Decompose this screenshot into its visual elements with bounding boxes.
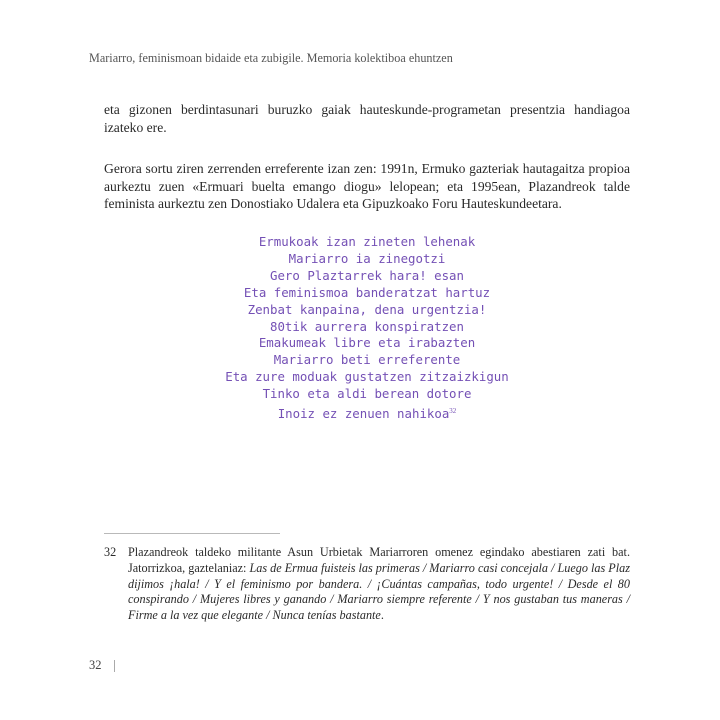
page-number: 32 <box>89 658 102 672</box>
footnote-original-lyrics: Las de Ermua fuisteis las primeras / Mariarro casi concejala / Luego las Plaz dijimos ¡hala! / Y el feminismo por bandera. / ¡Cuántas campañas, todo urgente! / Desde el 80 conspirando / Mujeres libres y ganando / Mariarro siempre referente / Y nos gustaban tus maneras / Firme a la vez que elegante / Nunca tenías bastante <box>128 560 630 623</box>
poem-line: Mariarro ia zinegotzi <box>288 250 446 266</box>
poem-line: Ermukoak izan zineten lehenak <box>258 234 476 249</box>
footnote-end: . <box>380 608 384 623</box>
poem-line: Eta feminismoa banderatzat hartuz <box>243 284 491 300</box>
footnote-divider <box>104 533 280 534</box>
footnote-intro: Plazandreok taldeko militante Asun Urbietak Mariarroren omenez egindako abestiaren zati bat. Jatorrizkoa, gaztelaniaz: <box>128 545 630 575</box>
footnote-number: 32 <box>104 545 117 559</box>
running-header: Mariarro, feminismoan bidaide eta zubigile. Memoria kolektiboa ehuntzen <box>89 51 453 65</box>
poem-line: Eta zure moduak gustatzen zitzaizkigun <box>225 369 509 385</box>
poem-line: Mariarro beti erreferente <box>273 352 461 368</box>
poem-line: Zenbat kanpaina, dena urgentzia! <box>247 301 487 317</box>
poem-line-text: Inoiz ez zenuen nahikoa <box>277 406 450 422</box>
footnote-text <box>128 545 630 624</box>
poem-line: Emakumeak libre eta irabazten <box>258 335 476 351</box>
poem-block <box>104 234 630 423</box>
body-paragraph: eta gizonen berdintasunari buruzko gaiak hauteskunde-programetan presentzia handiagoa izateko ere. <box>104 102 630 135</box>
footnote <box>104 545 630 624</box>
poem-line: Gero Plaztarrek hara! esan <box>270 267 464 283</box>
body-paragraph: Gerora sortu ziren zerrenden erreferente izan zen: 1991n, Ermuko gazteriak hautagaitza propioa aurkeztu zuen «Ermuari buelta emango diogu» lelopean; eta 1995ean, Plazandreok talde feminista aurkeztu zen Donostiako Udalera eta Gipuzkoako Foru Hauteskundeetara. <box>104 161 630 211</box>
poem-line: Tinko eta aldi berean dotore <box>262 386 472 402</box>
footnote-reference[interactable]: 32 <box>449 407 457 416</box>
poem-last-line <box>104 403 630 423</box>
poem-line: 80tik aurrera konspiratzen <box>270 318 464 334</box>
page-number-separator <box>114 660 115 672</box>
